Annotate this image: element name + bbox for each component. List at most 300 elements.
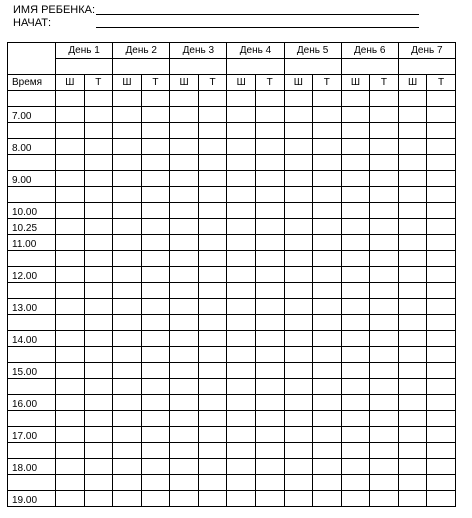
entry-cell[interactable] (255, 331, 284, 347)
child-name-line[interactable] (96, 14, 419, 15)
entry-cell[interactable] (313, 299, 342, 315)
entry-cell[interactable] (198, 107, 227, 123)
entry-cell[interactable] (141, 283, 170, 299)
entry-cell[interactable] (56, 427, 85, 443)
entry-cell[interactable] (341, 203, 370, 219)
entry-cell[interactable] (427, 379, 456, 395)
entry-cell[interactable] (370, 155, 399, 171)
entry-cell[interactable] (227, 123, 256, 139)
entry-cell[interactable] (84, 427, 113, 443)
entry-cell[interactable] (398, 363, 427, 379)
entry-cell[interactable] (84, 187, 113, 203)
entry-cell[interactable] (198, 171, 227, 187)
entry-cell[interactable] (284, 267, 313, 283)
entry-cell[interactable] (398, 251, 427, 267)
entry-cell[interactable] (170, 283, 199, 299)
entry-cell[interactable] (398, 395, 427, 411)
entry-cell[interactable] (141, 235, 170, 251)
entry-cell[interactable] (113, 411, 142, 427)
entry-cell[interactable] (341, 123, 370, 139)
entry-cell[interactable] (341, 379, 370, 395)
entry-cell[interactable] (141, 251, 170, 267)
entry-cell[interactable] (284, 219, 313, 235)
entry-cell[interactable] (113, 235, 142, 251)
entry-cell[interactable] (370, 363, 399, 379)
entry-cell[interactable] (255, 91, 284, 107)
entry-cell[interactable] (284, 155, 313, 171)
entry-cell[interactable] (198, 203, 227, 219)
entry-cell[interactable] (313, 411, 342, 427)
entry-cell[interactable] (227, 235, 256, 251)
entry-cell[interactable] (398, 107, 427, 123)
entry-cell[interactable] (255, 379, 284, 395)
entry-cell[interactable] (141, 491, 170, 507)
entry-cell[interactable] (341, 363, 370, 379)
entry-cell[interactable] (141, 155, 170, 171)
entry-cell[interactable] (141, 443, 170, 459)
entry-cell[interactable] (227, 443, 256, 459)
entry-cell[interactable] (227, 171, 256, 187)
entry-cell[interactable] (84, 411, 113, 427)
entry-cell[interactable] (227, 91, 256, 107)
entry-cell[interactable] (398, 203, 427, 219)
entry-cell[interactable] (284, 475, 313, 491)
entry-cell[interactable] (84, 395, 113, 411)
entry-cell[interactable] (313, 107, 342, 123)
entry-cell[interactable] (84, 491, 113, 507)
entry-cell[interactable] (427, 139, 456, 155)
entry-cell[interactable] (113, 203, 142, 219)
entry-cell[interactable] (427, 235, 456, 251)
entry-cell[interactable] (370, 459, 399, 475)
entry-cell[interactable] (427, 171, 456, 187)
entry-cell[interactable] (84, 459, 113, 475)
entry-cell[interactable] (113, 267, 142, 283)
entry-cell[interactable] (198, 299, 227, 315)
entry-cell[interactable] (227, 139, 256, 155)
entry-cell[interactable] (113, 331, 142, 347)
entry-cell[interactable] (170, 155, 199, 171)
entry-cell[interactable] (341, 91, 370, 107)
entry-cell[interactable] (170, 203, 199, 219)
entry-cell[interactable] (427, 363, 456, 379)
entry-cell[interactable] (341, 331, 370, 347)
entry-cell[interactable] (341, 235, 370, 251)
entry-cell[interactable] (284, 363, 313, 379)
entry-cell[interactable] (113, 283, 142, 299)
entry-cell[interactable] (84, 235, 113, 251)
entry-cell[interactable] (198, 459, 227, 475)
entry-cell[interactable] (255, 443, 284, 459)
entry-cell[interactable] (56, 491, 85, 507)
entry-cell[interactable] (255, 123, 284, 139)
entry-cell[interactable] (113, 91, 142, 107)
entry-cell[interactable] (141, 107, 170, 123)
entry-cell[interactable] (370, 299, 399, 315)
entry-cell[interactable] (284, 299, 313, 315)
entry-cell[interactable] (198, 187, 227, 203)
entry-cell[interactable] (113, 155, 142, 171)
entry-cell[interactable] (227, 475, 256, 491)
entry-cell[interactable] (341, 459, 370, 475)
entry-cell[interactable] (255, 363, 284, 379)
entry-cell[interactable] (313, 187, 342, 203)
entry-cell[interactable] (113, 443, 142, 459)
entry-cell[interactable] (198, 443, 227, 459)
entry-cell[interactable] (84, 139, 113, 155)
entry-cell[interactable] (170, 395, 199, 411)
entry-cell[interactable] (56, 91, 85, 107)
entry-cell[interactable] (84, 267, 113, 283)
entry-cell[interactable] (313, 395, 342, 411)
entry-cell[interactable] (341, 315, 370, 331)
entry-cell[interactable] (227, 219, 256, 235)
entry-cell[interactable] (113, 459, 142, 475)
entry-cell[interactable] (56, 331, 85, 347)
entry-cell[interactable] (141, 331, 170, 347)
entry-cell[interactable] (170, 123, 199, 139)
entry-cell[interactable] (56, 171, 85, 187)
entry-cell[interactable] (170, 331, 199, 347)
entry-cell[interactable] (370, 475, 399, 491)
entry-cell[interactable] (313, 363, 342, 379)
entry-cell[interactable] (56, 155, 85, 171)
entry-cell[interactable] (84, 363, 113, 379)
entry-cell[interactable] (227, 267, 256, 283)
entry-cell[interactable] (113, 299, 142, 315)
entry-cell[interactable] (141, 379, 170, 395)
entry-cell[interactable] (398, 331, 427, 347)
entry-cell[interactable] (141, 315, 170, 331)
entry-cell[interactable] (170, 491, 199, 507)
entry-cell[interactable] (255, 267, 284, 283)
entry-cell[interactable] (84, 475, 113, 491)
entry-cell[interactable] (227, 155, 256, 171)
entry-cell[interactable] (255, 283, 284, 299)
entry-cell[interactable] (398, 139, 427, 155)
entry-cell[interactable] (198, 331, 227, 347)
entry-cell[interactable] (398, 411, 427, 427)
entry-cell[interactable] (255, 107, 284, 123)
entry-cell[interactable] (227, 283, 256, 299)
entry-cell[interactable] (170, 459, 199, 475)
entry-cell[interactable] (370, 91, 399, 107)
entry-cell[interactable] (284, 187, 313, 203)
entry-cell[interactable] (56, 267, 85, 283)
entry-cell[interactable] (427, 219, 456, 235)
entry-cell[interactable] (170, 347, 199, 363)
entry-cell[interactable] (341, 155, 370, 171)
entry-cell[interactable] (313, 315, 342, 331)
entry-cell[interactable] (313, 91, 342, 107)
entry-cell[interactable] (313, 139, 342, 155)
entry-cell[interactable] (227, 363, 256, 379)
entry-cell[interactable] (284, 443, 313, 459)
entry-cell[interactable] (284, 91, 313, 107)
entry-cell[interactable] (113, 347, 142, 363)
entry-cell[interactable] (170, 187, 199, 203)
entry-cell[interactable] (56, 139, 85, 155)
entry-cell[interactable] (427, 475, 456, 491)
entry-cell[interactable] (398, 475, 427, 491)
entry-cell[interactable] (56, 459, 85, 475)
entry-cell[interactable] (141, 171, 170, 187)
entry-cell[interactable] (141, 395, 170, 411)
entry-cell[interactable] (398, 171, 427, 187)
entry-cell[interactable] (370, 379, 399, 395)
entry-cell[interactable] (255, 459, 284, 475)
entry-cell[interactable] (170, 107, 199, 123)
entry-cell[interactable] (227, 187, 256, 203)
entry-cell[interactable] (198, 475, 227, 491)
entry-cell[interactable] (56, 347, 85, 363)
entry-cell[interactable] (141, 187, 170, 203)
entry-cell[interactable] (313, 331, 342, 347)
entry-cell[interactable] (170, 91, 199, 107)
entry-cell[interactable] (113, 363, 142, 379)
entry-cell[interactable] (113, 123, 142, 139)
entry-cell[interactable] (313, 347, 342, 363)
entry-cell[interactable] (227, 491, 256, 507)
start-date-line[interactable] (96, 27, 419, 28)
entry-cell[interactable] (113, 107, 142, 123)
entry-cell[interactable] (398, 427, 427, 443)
entry-cell[interactable] (427, 107, 456, 123)
entry-cell[interactable] (313, 155, 342, 171)
entry-cell[interactable] (255, 251, 284, 267)
entry-cell[interactable] (370, 171, 399, 187)
entry-cell[interactable] (313, 251, 342, 267)
entry-cell[interactable] (255, 139, 284, 155)
entry-cell[interactable] (227, 459, 256, 475)
entry-cell[interactable] (255, 187, 284, 203)
entry-cell[interactable] (56, 363, 85, 379)
entry-cell[interactable] (84, 443, 113, 459)
entry-cell[interactable] (427, 395, 456, 411)
entry-cell[interactable] (141, 91, 170, 107)
entry-cell[interactable] (313, 475, 342, 491)
entry-cell[interactable] (227, 315, 256, 331)
entry-cell[interactable] (427, 91, 456, 107)
entry-cell[interactable] (427, 123, 456, 139)
entry-cell[interactable] (427, 187, 456, 203)
entry-cell[interactable] (141, 123, 170, 139)
entry-cell[interactable] (198, 315, 227, 331)
entry-cell[interactable] (427, 331, 456, 347)
entry-cell[interactable] (284, 235, 313, 251)
entry-cell[interactable] (313, 491, 342, 507)
entry-cell[interactable] (170, 171, 199, 187)
entry-cell[interactable] (370, 491, 399, 507)
entry-cell[interactable] (313, 459, 342, 475)
entry-cell[interactable] (84, 251, 113, 267)
entry-cell[interactable] (198, 427, 227, 443)
entry-cell[interactable] (170, 443, 199, 459)
entry-cell[interactable] (170, 139, 199, 155)
entry-cell[interactable] (284, 459, 313, 475)
entry-cell[interactable] (170, 379, 199, 395)
entry-cell[interactable] (84, 203, 113, 219)
entry-cell[interactable] (198, 491, 227, 507)
entry-cell[interactable] (227, 411, 256, 427)
entry-cell[interactable] (56, 443, 85, 459)
entry-cell[interactable] (198, 219, 227, 235)
entry-cell[interactable] (398, 347, 427, 363)
entry-cell[interactable] (341, 171, 370, 187)
entry-cell[interactable] (255, 219, 284, 235)
entry-cell[interactable] (398, 379, 427, 395)
entry-cell[interactable] (313, 443, 342, 459)
entry-cell[interactable] (56, 107, 85, 123)
entry-cell[interactable] (427, 299, 456, 315)
entry-cell[interactable] (227, 299, 256, 315)
entry-cell[interactable] (141, 427, 170, 443)
entry-cell[interactable] (255, 235, 284, 251)
entry-cell[interactable] (227, 379, 256, 395)
entry-cell[interactable] (84, 91, 113, 107)
entry-cell[interactable] (113, 171, 142, 187)
entry-cell[interactable] (341, 251, 370, 267)
entry-cell[interactable] (341, 395, 370, 411)
entry-cell[interactable] (227, 427, 256, 443)
entry-cell[interactable] (313, 219, 342, 235)
entry-cell[interactable] (284, 123, 313, 139)
entry-cell[interactable] (398, 283, 427, 299)
entry-cell[interactable] (170, 363, 199, 379)
entry-cell[interactable] (56, 379, 85, 395)
entry-cell[interactable] (370, 331, 399, 347)
entry-cell[interactable] (198, 139, 227, 155)
entry-cell[interactable] (255, 395, 284, 411)
entry-cell[interactable] (313, 267, 342, 283)
entry-cell[interactable] (198, 123, 227, 139)
entry-cell[interactable] (284, 203, 313, 219)
entry-cell[interactable] (370, 235, 399, 251)
entry-cell[interactable] (427, 283, 456, 299)
entry-cell[interactable] (398, 491, 427, 507)
entry-cell[interactable] (56, 251, 85, 267)
entry-cell[interactable] (284, 315, 313, 331)
entry-cell[interactable] (198, 251, 227, 267)
entry-cell[interactable] (370, 187, 399, 203)
entry-cell[interactable] (113, 139, 142, 155)
entry-cell[interactable] (341, 347, 370, 363)
entry-cell[interactable] (56, 315, 85, 331)
entry-cell[interactable] (56, 475, 85, 491)
entry-cell[interactable] (370, 283, 399, 299)
entry-cell[interactable] (427, 155, 456, 171)
entry-cell[interactable] (313, 379, 342, 395)
entry-cell[interactable] (284, 347, 313, 363)
entry-cell[interactable] (284, 395, 313, 411)
entry-cell[interactable] (398, 123, 427, 139)
entry-cell[interactable] (198, 267, 227, 283)
entry-cell[interactable] (84, 299, 113, 315)
entry-cell[interactable] (398, 91, 427, 107)
entry-cell[interactable] (255, 475, 284, 491)
entry-cell[interactable] (198, 379, 227, 395)
entry-cell[interactable] (341, 219, 370, 235)
entry-cell[interactable] (398, 299, 427, 315)
entry-cell[interactable] (170, 299, 199, 315)
entry-cell[interactable] (370, 107, 399, 123)
entry-cell[interactable] (341, 139, 370, 155)
entry-cell[interactable] (141, 363, 170, 379)
entry-cell[interactable] (370, 315, 399, 331)
entry-cell[interactable] (427, 427, 456, 443)
entry-cell[interactable] (113, 187, 142, 203)
entry-cell[interactable] (170, 251, 199, 267)
entry-cell[interactable] (341, 443, 370, 459)
entry-cell[interactable] (198, 411, 227, 427)
entry-cell[interactable] (198, 155, 227, 171)
entry-cell[interactable] (141, 219, 170, 235)
entry-cell[interactable] (398, 443, 427, 459)
entry-cell[interactable] (313, 427, 342, 443)
entry-cell[interactable] (227, 331, 256, 347)
entry-cell[interactable] (198, 395, 227, 411)
entry-cell[interactable] (84, 171, 113, 187)
entry-cell[interactable] (427, 443, 456, 459)
entry-cell[interactable] (56, 395, 85, 411)
entry-cell[interactable] (84, 155, 113, 171)
entry-cell[interactable] (313, 123, 342, 139)
entry-cell[interactable] (84, 123, 113, 139)
entry-cell[interactable] (170, 235, 199, 251)
entry-cell[interactable] (370, 443, 399, 459)
entry-cell[interactable] (113, 491, 142, 507)
entry-cell[interactable] (284, 411, 313, 427)
entry-cell[interactable] (398, 267, 427, 283)
entry-cell[interactable] (341, 267, 370, 283)
entry-cell[interactable] (141, 459, 170, 475)
entry-cell[interactable] (284, 379, 313, 395)
entry-cell[interactable] (255, 491, 284, 507)
entry-cell[interactable] (370, 395, 399, 411)
entry-cell[interactable] (427, 251, 456, 267)
entry-cell[interactable] (370, 427, 399, 443)
entry-cell[interactable] (141, 411, 170, 427)
entry-cell[interactable] (284, 331, 313, 347)
entry-cell[interactable] (370, 219, 399, 235)
entry-cell[interactable] (113, 379, 142, 395)
entry-cell[interactable] (255, 411, 284, 427)
entry-cell[interactable] (284, 283, 313, 299)
entry-cell[interactable] (113, 219, 142, 235)
entry-cell[interactable] (56, 235, 85, 251)
entry-cell[interactable] (341, 187, 370, 203)
entry-cell[interactable] (398, 219, 427, 235)
entry-cell[interactable] (84, 283, 113, 299)
entry-cell[interactable] (398, 459, 427, 475)
entry-cell[interactable] (113, 395, 142, 411)
entry-cell[interactable] (284, 107, 313, 123)
entry-cell[interactable] (341, 299, 370, 315)
entry-cell[interactable] (284, 491, 313, 507)
entry-cell[interactable] (313, 283, 342, 299)
entry-cell[interactable] (141, 347, 170, 363)
entry-cell[interactable] (198, 235, 227, 251)
entry-cell[interactable] (255, 299, 284, 315)
entry-cell[interactable] (84, 219, 113, 235)
entry-cell[interactable] (113, 251, 142, 267)
entry-cell[interactable] (255, 155, 284, 171)
entry-cell[interactable] (141, 299, 170, 315)
entry-cell[interactable] (370, 347, 399, 363)
entry-cell[interactable] (227, 251, 256, 267)
entry-cell[interactable] (56, 219, 85, 235)
entry-cell[interactable] (198, 363, 227, 379)
